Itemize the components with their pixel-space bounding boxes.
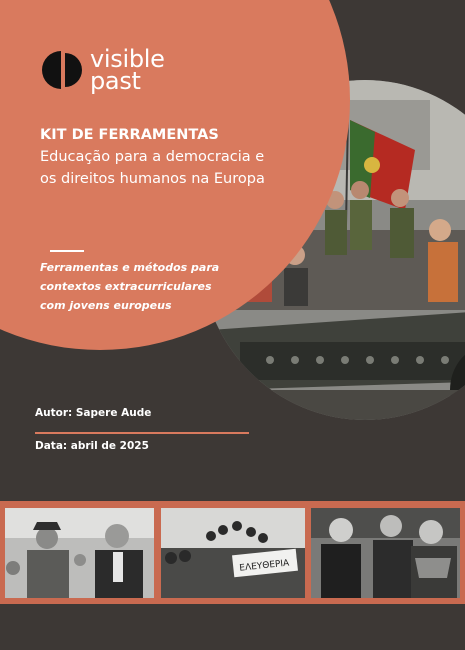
logo-word-1: visible bbox=[90, 45, 165, 73]
date-text: Data: abril de 2025 bbox=[35, 440, 149, 452]
thumb-photo-1 bbox=[5, 508, 154, 598]
subtitle-line-2: contextos extracurriculares bbox=[40, 280, 212, 293]
logo-word-2: past bbox=[90, 67, 141, 95]
thumb-photo-2 bbox=[161, 508, 305, 598]
title-line-2: Educação para a democracia e bbox=[40, 149, 265, 165]
title-line-3: os direitos humanos na Europa bbox=[40, 171, 265, 187]
logo-wordmark bbox=[90, 45, 165, 95]
banner-text: ΕΛΕΥΘΕΡΙΑ bbox=[238, 558, 290, 574]
title-line-1: KIT DE FERRAMENTAS bbox=[40, 127, 219, 143]
document-title bbox=[40, 124, 280, 190]
document-subtitle bbox=[40, 258, 250, 315]
logo-mark-icon bbox=[40, 49, 82, 91]
visible-past-logo bbox=[40, 45, 165, 95]
subtitle-line-3: com jovens europeus bbox=[40, 299, 172, 312]
meta-divider bbox=[35, 432, 249, 434]
thumb-photo-3 bbox=[311, 508, 460, 598]
author-text: Autor: Sapere Aude bbox=[35, 407, 152, 419]
subtitle-line-1: Ferramentas e métodos para bbox=[40, 261, 220, 274]
title-divider bbox=[50, 250, 84, 252]
